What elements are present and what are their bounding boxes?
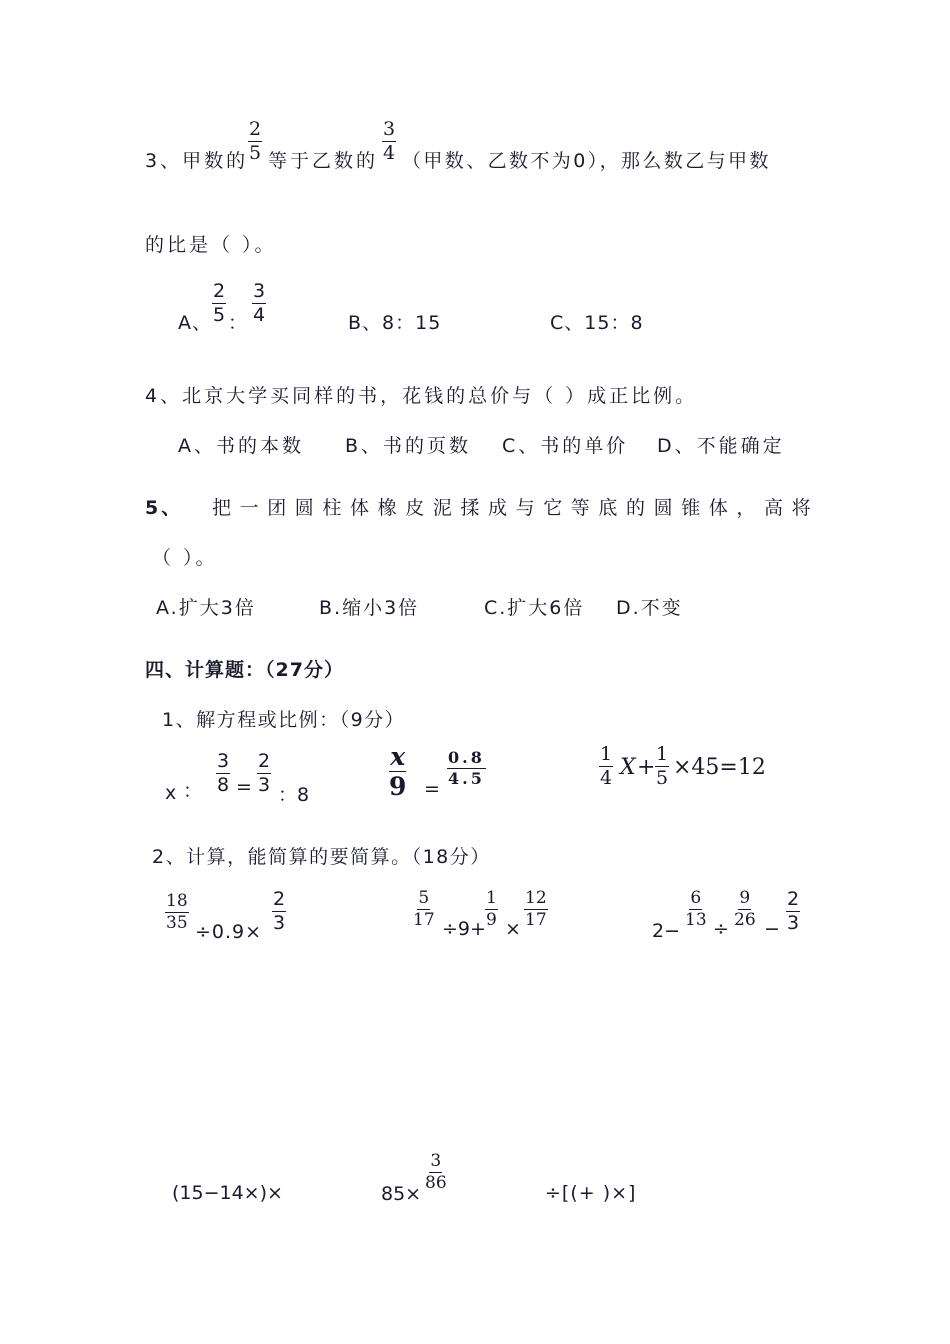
denominator: 9 (486, 910, 497, 930)
denominator: 4 (253, 304, 266, 326)
denominator: 17 (413, 910, 435, 930)
numerator: 1 (600, 743, 613, 765)
calc3-fraction-2-3 (786, 890, 800, 933)
eq1-fraction-3-8 (216, 752, 230, 795)
section4-sub1: 1、解方程或比例：（9分） (162, 709, 406, 731)
q5-line2: （ ）。 (152, 547, 218, 569)
q3-line1-tail: （甲数、乙数不为0），那么数乙与甲数 (402, 150, 771, 172)
eq3-fraction-1-5 (655, 745, 669, 788)
calc3-fraction-6-13 (685, 890, 707, 929)
eq1-colon: ： (183, 780, 203, 802)
q3-option-a-fraction-1 (212, 282, 226, 325)
q5-number: 5、 (145, 497, 184, 519)
denominator: 26 (734, 910, 756, 930)
denominator: 9 (389, 772, 407, 801)
q4-option-b: B、书的页数 (345, 435, 472, 457)
denominator: 4 (383, 142, 396, 164)
q3-option-a-colon: ： (228, 312, 251, 334)
q5-option-d: D.不变 (616, 597, 683, 619)
calc1-middle: ÷0.9× (195, 921, 263, 943)
denominator: 13 (685, 910, 707, 930)
denominator: 5 (213, 304, 226, 326)
q5-text: 把一团圆柱体橡皮泥揉成与它等底的圆锥体，高将 (212, 497, 820, 519)
numerator: 3 (430, 1151, 442, 1171)
numerator: 9 (739, 888, 751, 908)
q4-text: 4、北京大学买同样的书，花钱的总价与（ ）成正比例。 (145, 385, 698, 407)
eq3-fraction-1-4 (599, 745, 613, 788)
calc5-fraction-3-86 (425, 1153, 447, 1192)
q3-line1-mid: 等于乙数的 (268, 150, 379, 172)
numerator: 2 (258, 750, 271, 772)
denominator: 8 (217, 774, 230, 796)
calc2-fraction-12-17 (524, 890, 548, 929)
q5-option-a: A.扩大3倍 (156, 597, 256, 619)
numerator: 3 (383, 118, 396, 140)
numerator: 3 (253, 280, 266, 302)
eq1-equals: = (236, 776, 252, 798)
calc2-times: × (505, 918, 521, 940)
denominator: 5 (656, 767, 669, 789)
calc3-fraction-9-26 (734, 890, 756, 929)
numerator: 18 (166, 891, 188, 911)
q3-line2: 的比是（ ）。 (145, 234, 277, 256)
q4-option-d: D、不能确定 (657, 435, 785, 457)
calc4-expression: (15−14×)× (172, 1182, 283, 1204)
q3-option-b: B、8：15 (348, 312, 442, 334)
calc3-divide: ÷ (713, 918, 729, 940)
q3-fraction-3-4 (382, 120, 396, 163)
section4-sub2: 2、计算，能简算的要简算。（18分） (152, 846, 491, 868)
eq1-x: x (165, 782, 177, 804)
q3-line1-lead: 3、甲数的 (145, 150, 249, 172)
denominator: 3 (273, 912, 286, 934)
calc6-expression: ÷[(+ )×] (545, 1182, 637, 1204)
numerator: 0.8 (448, 748, 485, 767)
calc1-fraction-18-35 (165, 893, 189, 932)
numerator: 2 (249, 118, 262, 140)
numerator: 12 (525, 888, 547, 908)
eq3-variable-x: X (620, 755, 636, 780)
calc1-fraction-2-3 (272, 890, 286, 933)
denominator: 3 (258, 774, 271, 796)
numerator: 3 (217, 750, 230, 772)
numerator: 2 (787, 888, 800, 910)
numerator: 2 (213, 280, 226, 302)
eq1-tail: ：8 (278, 784, 310, 806)
denominator: 17 (525, 910, 547, 930)
eq2-equals: = (424, 778, 440, 800)
eq2-fraction-x-9 (389, 744, 406, 799)
denominator: 3 (787, 912, 800, 934)
calc5-lead: 85× (381, 1183, 422, 1205)
q4-option-c: C、书的单价 (502, 435, 629, 457)
q5-option-c: C.扩大6倍 (484, 597, 585, 619)
q4-option-a: A、书的本数 (178, 435, 304, 457)
denominator: 4 (600, 767, 613, 789)
eq3-tail: ×45=12 (673, 755, 766, 780)
denominator: 86 (425, 1173, 447, 1193)
numerator: x (390, 742, 406, 771)
numerator: 1 (656, 743, 669, 765)
numerator: 2 (273, 888, 286, 910)
eq2-fraction-0.8-4.5 (447, 750, 486, 787)
numerator: 1 (486, 888, 497, 908)
q3-option-a-prefix: A、 (178, 312, 212, 334)
denominator: 4.5 (448, 769, 485, 788)
section4-heading: 四、计算题：（27分） (145, 659, 344, 681)
denominator: 35 (166, 913, 188, 933)
q3-option-a-fraction-2 (252, 282, 266, 325)
numerator: 5 (418, 888, 430, 908)
q3-option-c: C、15：8 (550, 312, 644, 334)
q3-fraction-2-5 (248, 120, 262, 163)
calc2-middle: ÷9+ (442, 918, 486, 940)
q5-option-b: B.缩小3倍 (319, 597, 420, 619)
calc2-fraction-1-9 (485, 890, 498, 929)
numerator: 6 (690, 888, 702, 908)
eq1-fraction-2-3 (257, 752, 271, 795)
denominator: 5 (249, 142, 262, 164)
eq3-plus: + (637, 755, 656, 780)
calc3-lead: 2− (652, 920, 681, 942)
calc2-fraction-5-17 (413, 890, 435, 929)
calc3-minus: − (764, 918, 780, 940)
